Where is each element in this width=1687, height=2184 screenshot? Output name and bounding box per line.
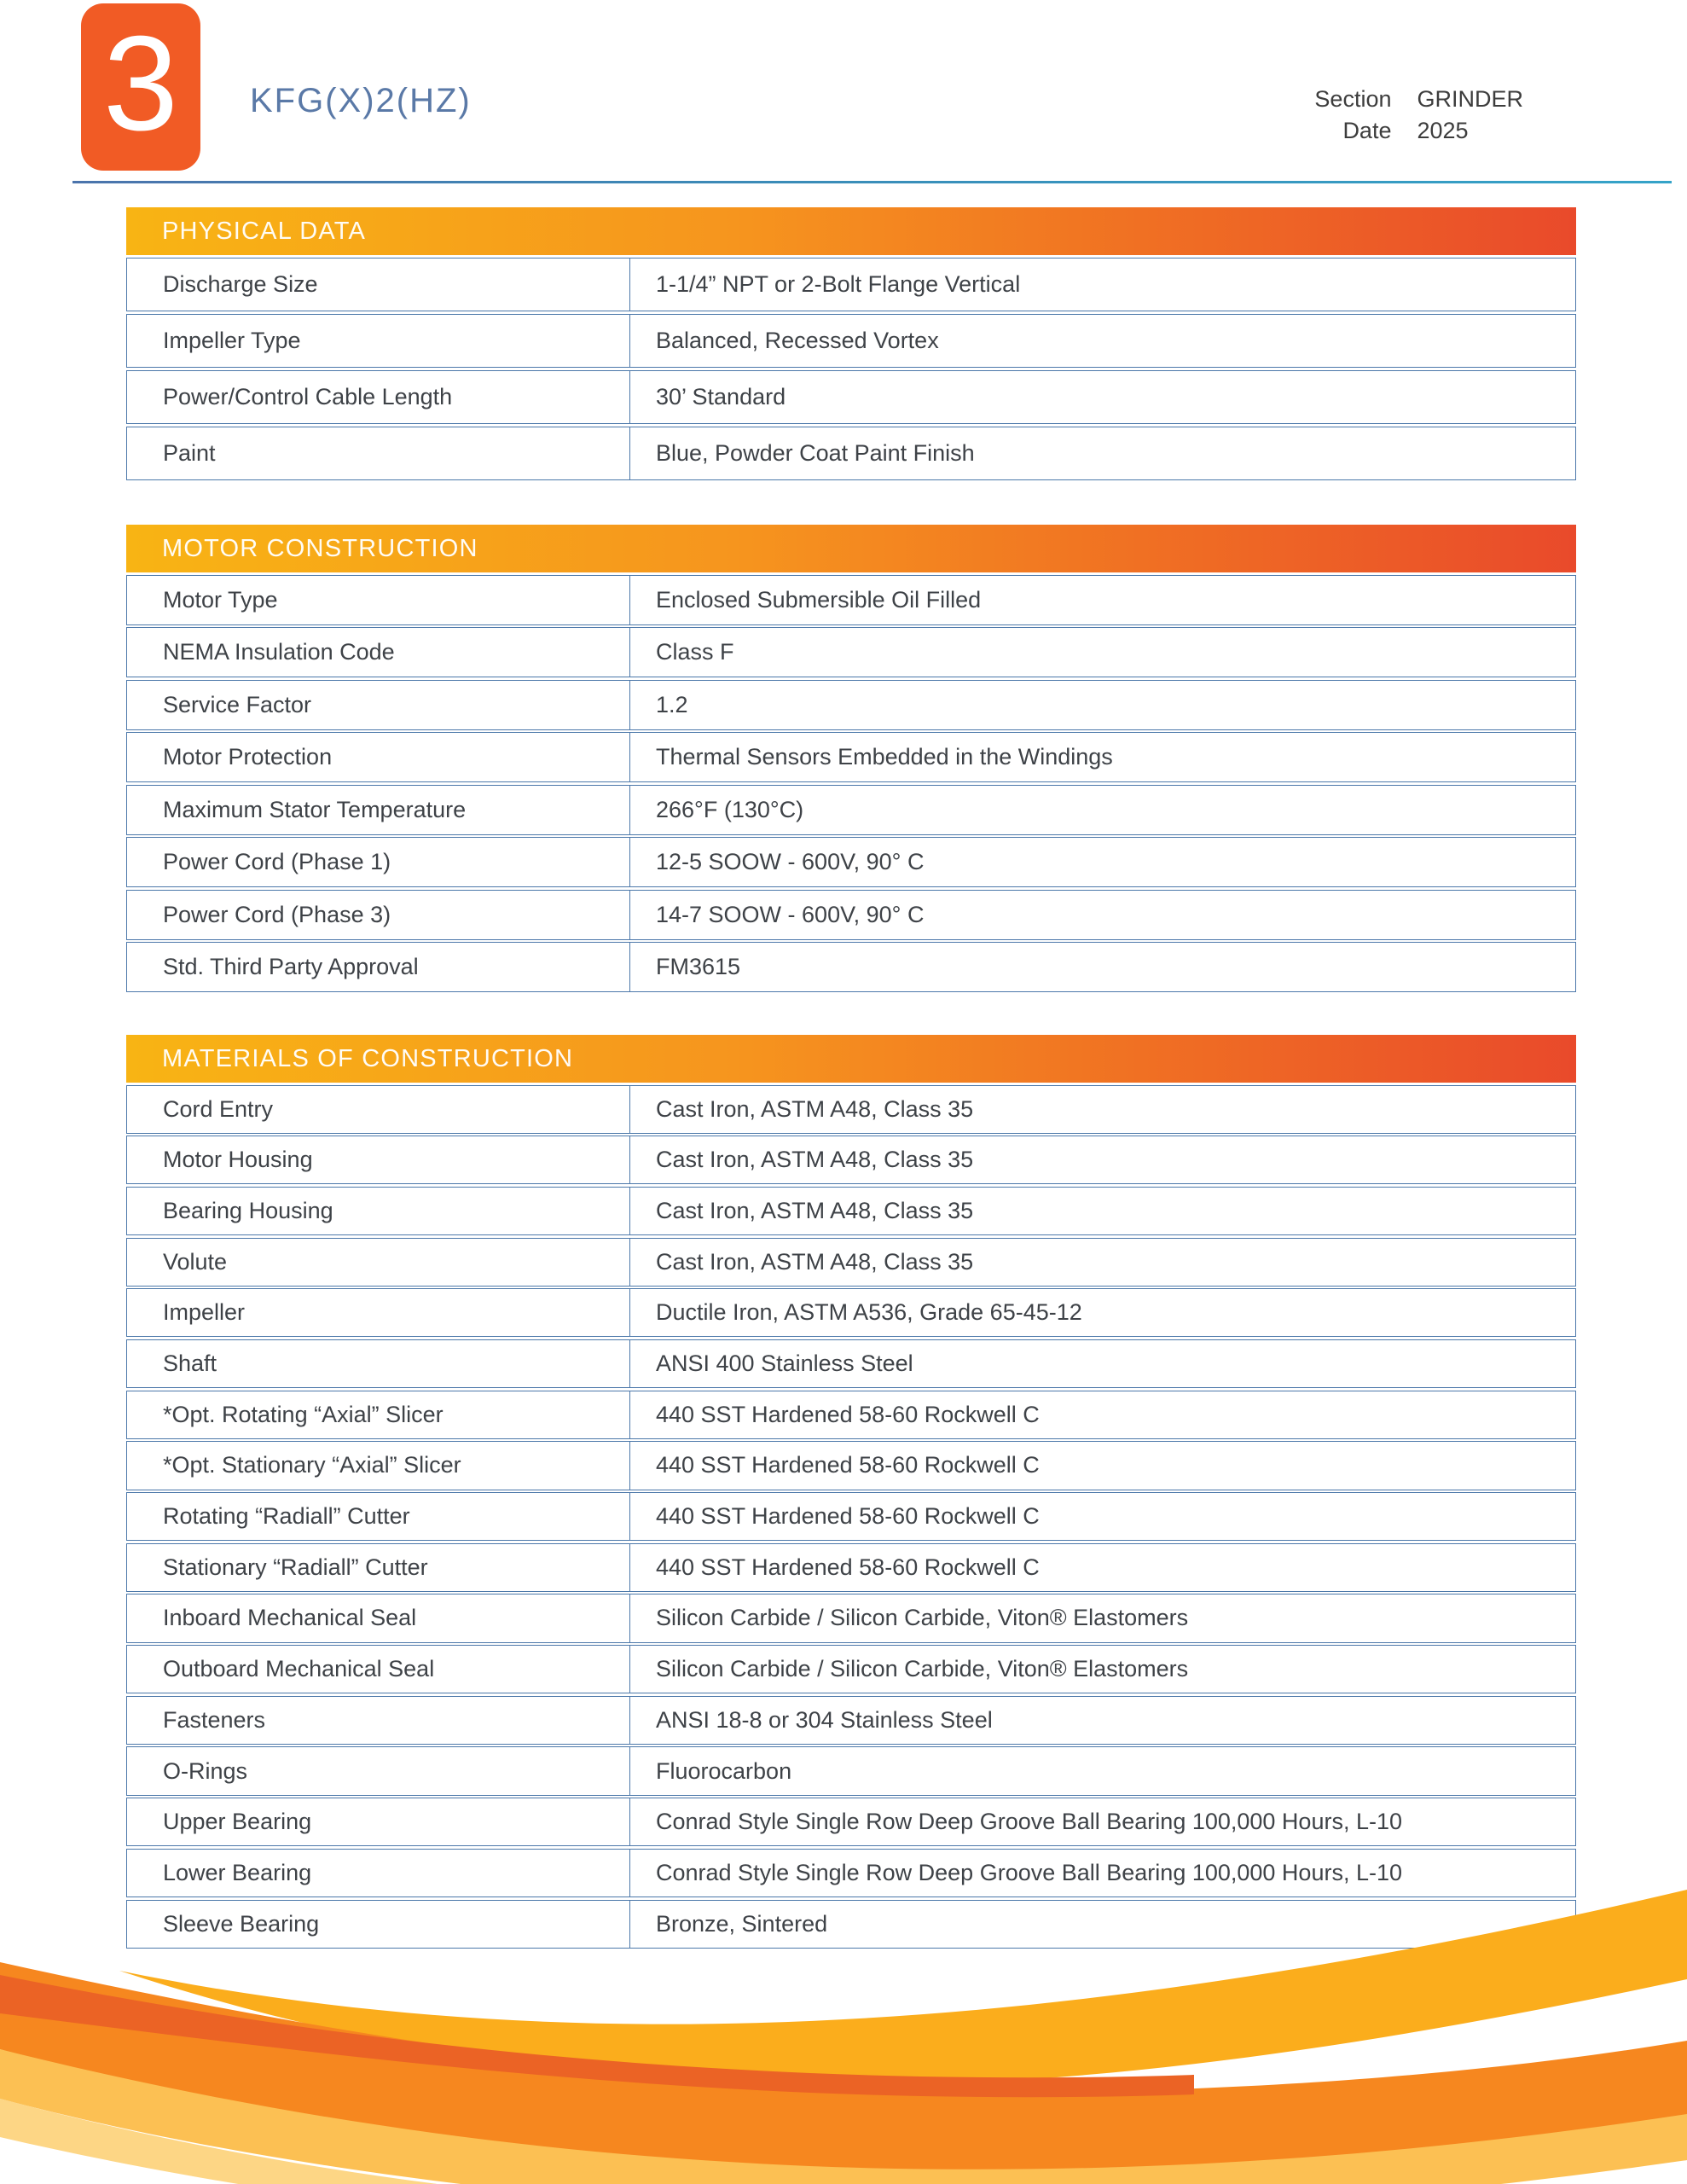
spec-value: Ductile Iron, ASTM A536, Grade 65-45-12 [656, 1299, 1082, 1326]
table-row [126, 732, 1576, 782]
spec-value: Cast Iron, ASTM A48, Class 35 [656, 1147, 974, 1173]
spec-value: ANSI 400 Stainless Steel [656, 1350, 913, 1377]
section-label: Section [1314, 86, 1392, 112]
spec-label: Paint [127, 427, 630, 480]
table-header-label: MATERIALS OF CONSTRUCTION [162, 1044, 574, 1072]
table-row [126, 890, 1576, 940]
table-row [126, 1136, 1576, 1184]
spec-table [126, 525, 1576, 992]
spec-value: 30’ Standard [656, 383, 786, 410]
spec-value: Silicon Carbide / Silicon Carbide, Viton® Elastomers [656, 1605, 1189, 1631]
table-row [126, 680, 1576, 730]
spec-value: Conrad Style Single Row Deep Groove Ball Bearing 100,000 Hours, L-10 [656, 1859, 1402, 1885]
spec-value: Silicon Carbide / Silicon Carbide, Viton® Elastomers [656, 1656, 1189, 1682]
spec-label: Upper Bearing [127, 1798, 630, 1845]
table-row [126, 575, 1576, 625]
table-row [126, 427, 1576, 481]
spec-value: 1-1/4” NPT or 2-Bolt Flange Vertical [656, 270, 1021, 297]
spec-label: *Opt. Rotating “Axial” Slicer [127, 1391, 630, 1438]
spec-value: 440 SST Hardened 58-60 Rockwell C [656, 1554, 1040, 1580]
spec-value: Conrad Style Single Row Deep Groove Ball Bearing 100,000 Hours, L-10 [656, 1809, 1402, 1835]
spec-label: Impeller Type [127, 315, 630, 368]
spec-value: ANSI 18-8 or 304 Stainless Steel [656, 1706, 993, 1733]
table-row [126, 942, 1576, 992]
table-row [126, 1391, 1576, 1439]
table-row [126, 837, 1576, 887]
table-row [126, 1187, 1576, 1235]
spec-label: Motor Housing [127, 1136, 630, 1183]
spec-table [126, 1035, 1576, 1949]
table-row [126, 1746, 1576, 1795]
table-row [126, 1238, 1576, 1287]
date-value: 2025 [1417, 118, 1469, 143]
spec-label: Cord Entry [127, 1086, 630, 1133]
spec-value: 1.2 [656, 691, 688, 717]
table-row [126, 1441, 1576, 1490]
spec-label: NEMA Insulation Code [127, 628, 630, 677]
spec-label: Outboard Mechanical Seal [127, 1646, 630, 1693]
table-row [126, 1594, 1576, 1642]
spec-value: Thermal Sensors Embedded in the Windings [656, 744, 1113, 770]
table-header [126, 207, 1576, 255]
table-row [126, 627, 1576, 677]
spec-label: Power/Control Cable Length [127, 371, 630, 424]
table-row [126, 1288, 1576, 1337]
spec-value: 440 SST Hardened 58-60 Rockwell C [656, 1452, 1040, 1478]
spec-value: Fluorocarbon [656, 1757, 792, 1784]
header-divider [72, 181, 1672, 183]
table-header-label: PHYSICAL DATA [162, 217, 367, 245]
table-row [126, 1543, 1576, 1592]
spec-label: Maximum Stator Temperature [127, 786, 630, 834]
spec-value: 12-5 SOOW - 600V, 90° C [656, 849, 925, 874]
table-header [126, 1035, 1576, 1083]
spec-label: Bearing Housing [127, 1188, 630, 1234]
spec-label: Power Cord (Phase 1) [127, 838, 630, 886]
section-number: 3 [103, 9, 178, 159]
spec-label: Fasteners [127, 1697, 630, 1744]
date-label: Date [1342, 118, 1392, 143]
spec-label: O-Rings [127, 1747, 630, 1794]
spec-value: Cast Iron, ASTM A48, Class 35 [656, 1197, 974, 1223]
table-header-label: MOTOR CONSTRUCTION [162, 534, 478, 562]
table-row [126, 1085, 1576, 1134]
spec-value: FM3615 [656, 954, 741, 979]
doc-meta [1314, 85, 1523, 144]
section-number-box [81, 3, 200, 171]
spec-label: Discharge Size [127, 258, 630, 311]
spec-value: 14-7 SOOW - 600V, 90° C [656, 901, 925, 927]
spec-label: Std. Third Party Approval [127, 943, 630, 991]
table-row [126, 1798, 1576, 1846]
table-row [126, 258, 1576, 312]
spec-label: Lower Bearing [127, 1850, 630, 1896]
spec-value: Balanced, Recessed Vortex [656, 327, 939, 353]
spec-value: 266°F (130°C) [656, 796, 804, 822]
table-header [126, 525, 1576, 572]
spec-label: Rotating “Radiall” Cutter [127, 1493, 630, 1540]
spec-label: Service Factor [127, 681, 630, 729]
spec-value: Bronze, Sintered [656, 1910, 828, 1937]
table-row [126, 785, 1576, 835]
table-row [126, 1339, 1576, 1388]
spec-value: Cast Iron, ASTM A48, Class 35 [656, 1095, 974, 1122]
spec-value: Blue, Powder Coat Paint Finish [656, 439, 975, 466]
spec-label: *Opt. Stationary “Axial” Slicer [127, 1442, 630, 1489]
spec-label: Inboard Mechanical Seal [127, 1594, 630, 1641]
table-row [126, 1645, 1576, 1693]
spec-label: Shaft [127, 1340, 630, 1387]
spec-value: 440 SST Hardened 58-60 Rockwell C [656, 1401, 1040, 1427]
spec-label: Stationary “Radiall” Cutter [127, 1544, 630, 1591]
page-title: KFG(X)2(HZ) [250, 82, 472, 119]
spec-label: Power Cord (Phase 3) [127, 891, 630, 939]
footer-wave-graphic [0, 1843, 1687, 2184]
spec-label: Impeller [127, 1289, 630, 1336]
spec-value: Cast Iron, ASTM A48, Class 35 [656, 1248, 974, 1275]
spec-label: Sleeve Bearing [127, 1901, 630, 1948]
table-row [126, 1696, 1576, 1745]
spec-value: Class F [656, 639, 734, 665]
spec-table [126, 207, 1576, 480]
table-row [126, 370, 1576, 425]
section-value: GRINDER [1417, 86, 1523, 112]
spec-label: Volute [127, 1239, 630, 1286]
spec-label: Motor Protection [127, 733, 630, 781]
spec-value: 440 SST Hardened 58-60 Rockwell C [656, 1503, 1040, 1530]
spec-label: Motor Type [127, 576, 630, 624]
spec-value: Enclosed Submersible Oil Filled [656, 586, 982, 613]
table-row [126, 1492, 1576, 1541]
table-row [126, 314, 1576, 369]
